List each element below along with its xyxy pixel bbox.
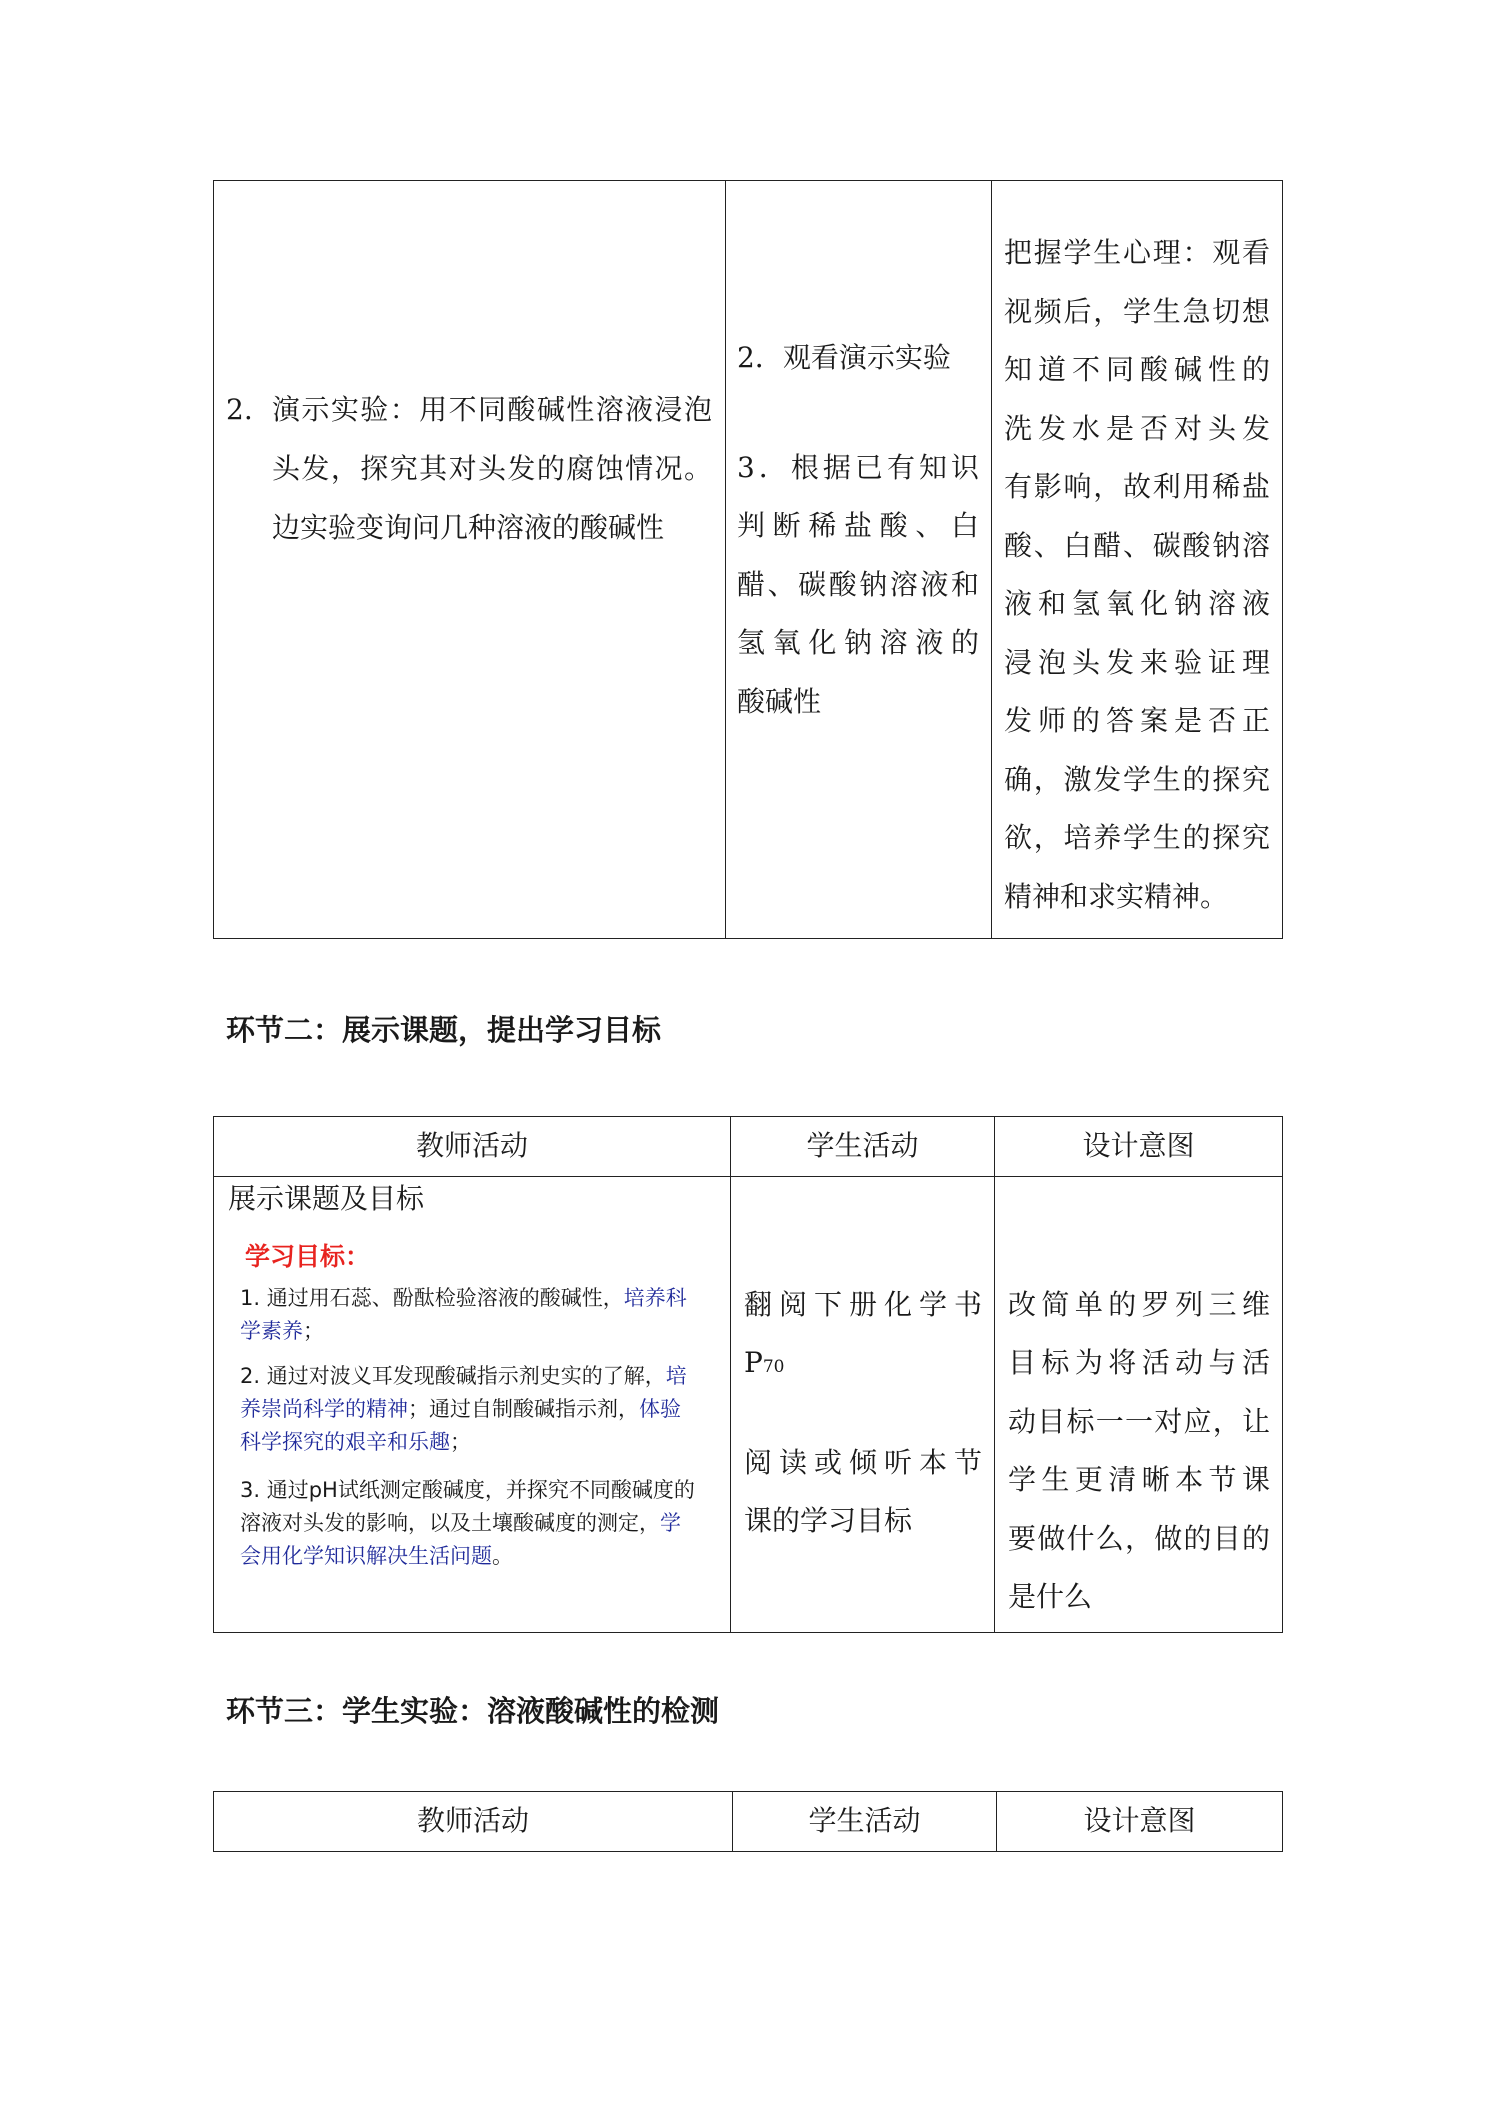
objective-2: 2. 通过对波义耳发现酸碱指示剂史实的了解，培 养崇尚科学的精神；通过自制酸碱指示剂，体验 科学探究的艰辛和乐趣； <box>240 1364 687 1454</box>
table1-intent-line: 液和氢氧化钠溶液 <box>1004 587 1270 620</box>
table1-intent-line: 知道不同酸碱性的 <box>1004 353 1270 386</box>
table1-student-line: 判断稀盐酸、白 <box>737 509 979 542</box>
table3-header-teacher: 教师活动 <box>416 1804 529 1837</box>
objective-3: 3. 通过pH试纸测定酸碱度，并探究不同酸碱度的 溶液对头发的影响，以及土壤酸碱度的测定，学 会用化学知识解决生活问题。 <box>240 1478 695 1568</box>
objectives-title: 学习目标： <box>245 1242 371 1271</box>
table1-student-line: 醋、碳酸钠溶液和 <box>737 568 979 601</box>
table1-intent-line: 精神和求实精神。 <box>1004 880 1229 913</box>
table1-intent-line: 欲，培养学生的探究 <box>1004 821 1270 854</box>
table2-student-line: 课的学习目标 <box>744 1504 913 1537</box>
table1-intent-line: 浸泡头发来验证理 <box>1004 646 1270 679</box>
table1-student-line: 3．根据已有知识 <box>737 451 979 484</box>
table2-intent-line: 是什么 <box>1008 1580 1093 1613</box>
objective-1: 1. 通过用石蕊、酚酞检验溶液的酸碱性，培养科 学素养； <box>240 1286 687 1343</box>
table2-student-line: 翻阅下册化学书 <box>744 1288 982 1321</box>
table1-student-line: 酸碱性 <box>737 685 822 718</box>
table1-teacher-line: 演示实验：用不同酸碱性溶液浸泡 <box>272 393 712 426</box>
table2-student-line: 阅读或倾听本节 <box>744 1446 982 1479</box>
table2-intent-line: 学生更清晰本节课 <box>1008 1463 1270 1496</box>
table2-student-page: P70 <box>744 1346 785 1379</box>
table2-header-intent: 设计意图 <box>1082 1129 1195 1162</box>
table1-intent-line: 有影响，故利用稀盐 <box>1004 470 1270 503</box>
table1-teacher-line: 头发，探究其对头发的腐蚀情况。 <box>272 452 712 485</box>
table1-intent-line: 视频后，学生急切想 <box>1004 295 1270 328</box>
table1-intent-line: 酸、白醋、碳酸钠溶 <box>1004 529 1270 562</box>
table2-intent-line: 要做什么，做的目的 <box>1008 1522 1270 1555</box>
table1-intent-line: 发师的答案是否正 <box>1004 704 1270 737</box>
table2-intent-line: 改简单的罗列三维 <box>1008 1288 1270 1321</box>
section-2-heading: 环节二：展示课题，提出学习目标 <box>226 1013 662 1047</box>
table3-header-student: 学生活动 <box>808 1804 921 1837</box>
table1-intent-line: 把握学生心理：观看 <box>1004 236 1270 269</box>
table1-intent-line: 洗发水是否对头发 <box>1004 412 1270 445</box>
table1-student-line: 氢氧化钠溶液的 <box>737 626 979 659</box>
table1-teacher-line: 边实验变询问几种溶液的酸碱性 <box>272 511 665 544</box>
table2-header-student: 学生活动 <box>806 1129 919 1162</box>
table2-intent-line: 目标为将活动与活 <box>1008 1346 1270 1379</box>
table1-intent-line: 确，激发学生的探究 <box>1004 763 1270 796</box>
table2-intent-line: 动目标一一对应，让 <box>1008 1405 1270 1438</box>
table1-teacher-number: 2. <box>226 393 253 426</box>
table1-student-item-2: 2．观看演示实验 <box>737 341 951 374</box>
table2-teacher-title: 展示课题及目标 <box>228 1182 425 1215</box>
table3-header-intent: 设计意图 <box>1083 1804 1196 1837</box>
table2-header-teacher: 教师活动 <box>415 1129 528 1162</box>
section-3-heading: 环节三：学生实验：溶液酸碱性的检测 <box>226 1694 720 1728</box>
